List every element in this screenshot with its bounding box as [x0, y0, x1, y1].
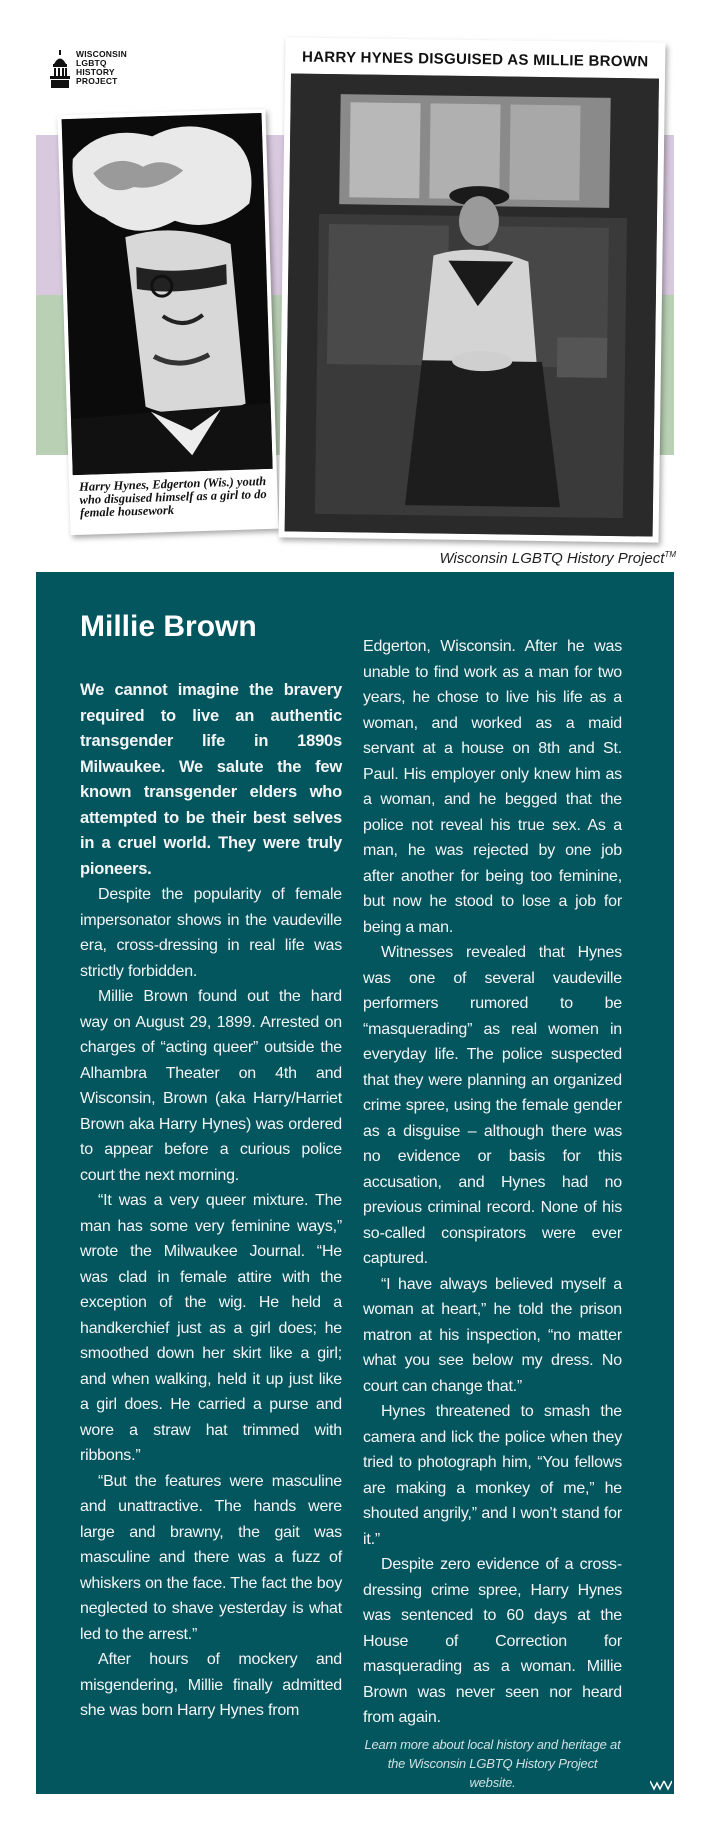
portrait-caption: Harry Hynes, Edgerton (Wis.) youth who disguised himself as a girl to do female housework [78, 474, 267, 520]
clipping-headline: HARRY HYNES DISGUISED AS MILLIE BROWN [301, 48, 649, 71]
logo-line: PROJECT [76, 76, 118, 86]
body-paragraph: Millie Brown found out the hard way on August 29, 1899. Arrested on charges of “acting queer” outside the Alhambra Theater on 4th and Wisconsin, Brown (aka Harry/Harriet Brown aka Harry Hynes) was ordered to appear before a curious police court the next morning. [80, 988, 342, 1184]
capitol-icon [50, 50, 70, 90]
footer-mark-icon [650, 1779, 672, 1791]
logo-line: LGBTQ [76, 58, 107, 68]
body-paragraph: “But the features were masculine and unattractive. The hands were large and brawny, the gait was masculine and there was a fuzz of whiskers on the face. The fact the boy neglected to shave yesterday is what led to the arrest.” [80, 1472, 342, 1643]
logo-line: WISCONSIN [76, 49, 127, 59]
seated-photo [285, 73, 659, 536]
footer-logo-mark [650, 1778, 672, 1796]
body-paragraph-continuation: Edgerton, Wisconsin. After he was unable to find work as a man for two years, he chose to live his life as a woman, and worked as a maid servant at a house on 8th and St. Paul. His employer only knew him as a woman, and he begged that the police not reveal his true sex. As a man, he was rejected by one job after another for being too feminine, but now he stood to lose a job for being a man. [363, 638, 622, 936]
project-logo [50, 50, 127, 90]
credit-text: Wisconsin LGBTQ History Project [439, 550, 665, 567]
website-note: Learn more about local history and heritage at the Wisconsin LGBTQ History Project website. [364, 1736, 621, 1790]
trademark-mark: TM [664, 550, 676, 559]
body-paragraph: “It was a very queer mixture. The man has some very feminine ways,” wrote the Milwaukee Journal. “He was clad in female attire with the exception of the wig. He held a handkerchief just as a girl does; he smoothed down her skirt like a girl; and when walking, held it up just like a girl does. He carried a purse and wore a straw hat trimmed with ribbons.” [80, 1192, 342, 1464]
article-column-left [80, 678, 342, 1724]
body-paragraph: Hynes threatened to smash the camera and lick the police when they tried to photograph him, “You fellows are making a monkey of me,” he shouted angrily,” and I won’t stand for it.” [363, 1403, 622, 1548]
body-paragraph: Witnesses revealed that Hynes was one of several vaudeville performers rumored to be “masquerading” as real women in everyday life. The police suspected that they were planning an organized crime spree, using the female gender as a disguise – although there was no evidence or basis for this accusation, and Hynes had no previous criminal record. None of his so-called conspirators were ever captured. [363, 944, 622, 1267]
article-title: Millie Brown [80, 610, 257, 643]
body-paragraph: “I have always believed myself a woman at heart,” he told the prison matron at his inspection, “no matter what you see below my dress. No court can change that.” [363, 1275, 622, 1395]
body-paragraph: After hours of mockery and misgendering, Millie finally admitted she was born Harry Hynes from [80, 1651, 342, 1719]
article-column-right [363, 634, 622, 1792]
intro-paragraph: We cannot imagine the bravery required to live an authentic transgender life in 1890s Milwaukee. We salute the few known transgender elders who attempted to be their best selves in a cruel world. They were truly pioneers. [80, 681, 342, 878]
newspaper-portrait-clipping [57, 109, 278, 535]
logo-line: HISTORY [76, 67, 115, 77]
image-credit [440, 550, 676, 567]
body-paragraph: Despite the popularity of female impersonator shows in the vaudeville era, cross-dressing in real life was strictly forbidden. [80, 886, 342, 980]
body-paragraph: Despite zero evidence of a cross-dressing crime spree, Harry Hynes was sentenced to 60 days at the House of Correction for masquerading as a woman. Millie Brown was never seen nor heard from again. [363, 1556, 622, 1726]
portrait-photo [62, 113, 273, 475]
newspaper-seated-photo-clipping [279, 37, 666, 542]
